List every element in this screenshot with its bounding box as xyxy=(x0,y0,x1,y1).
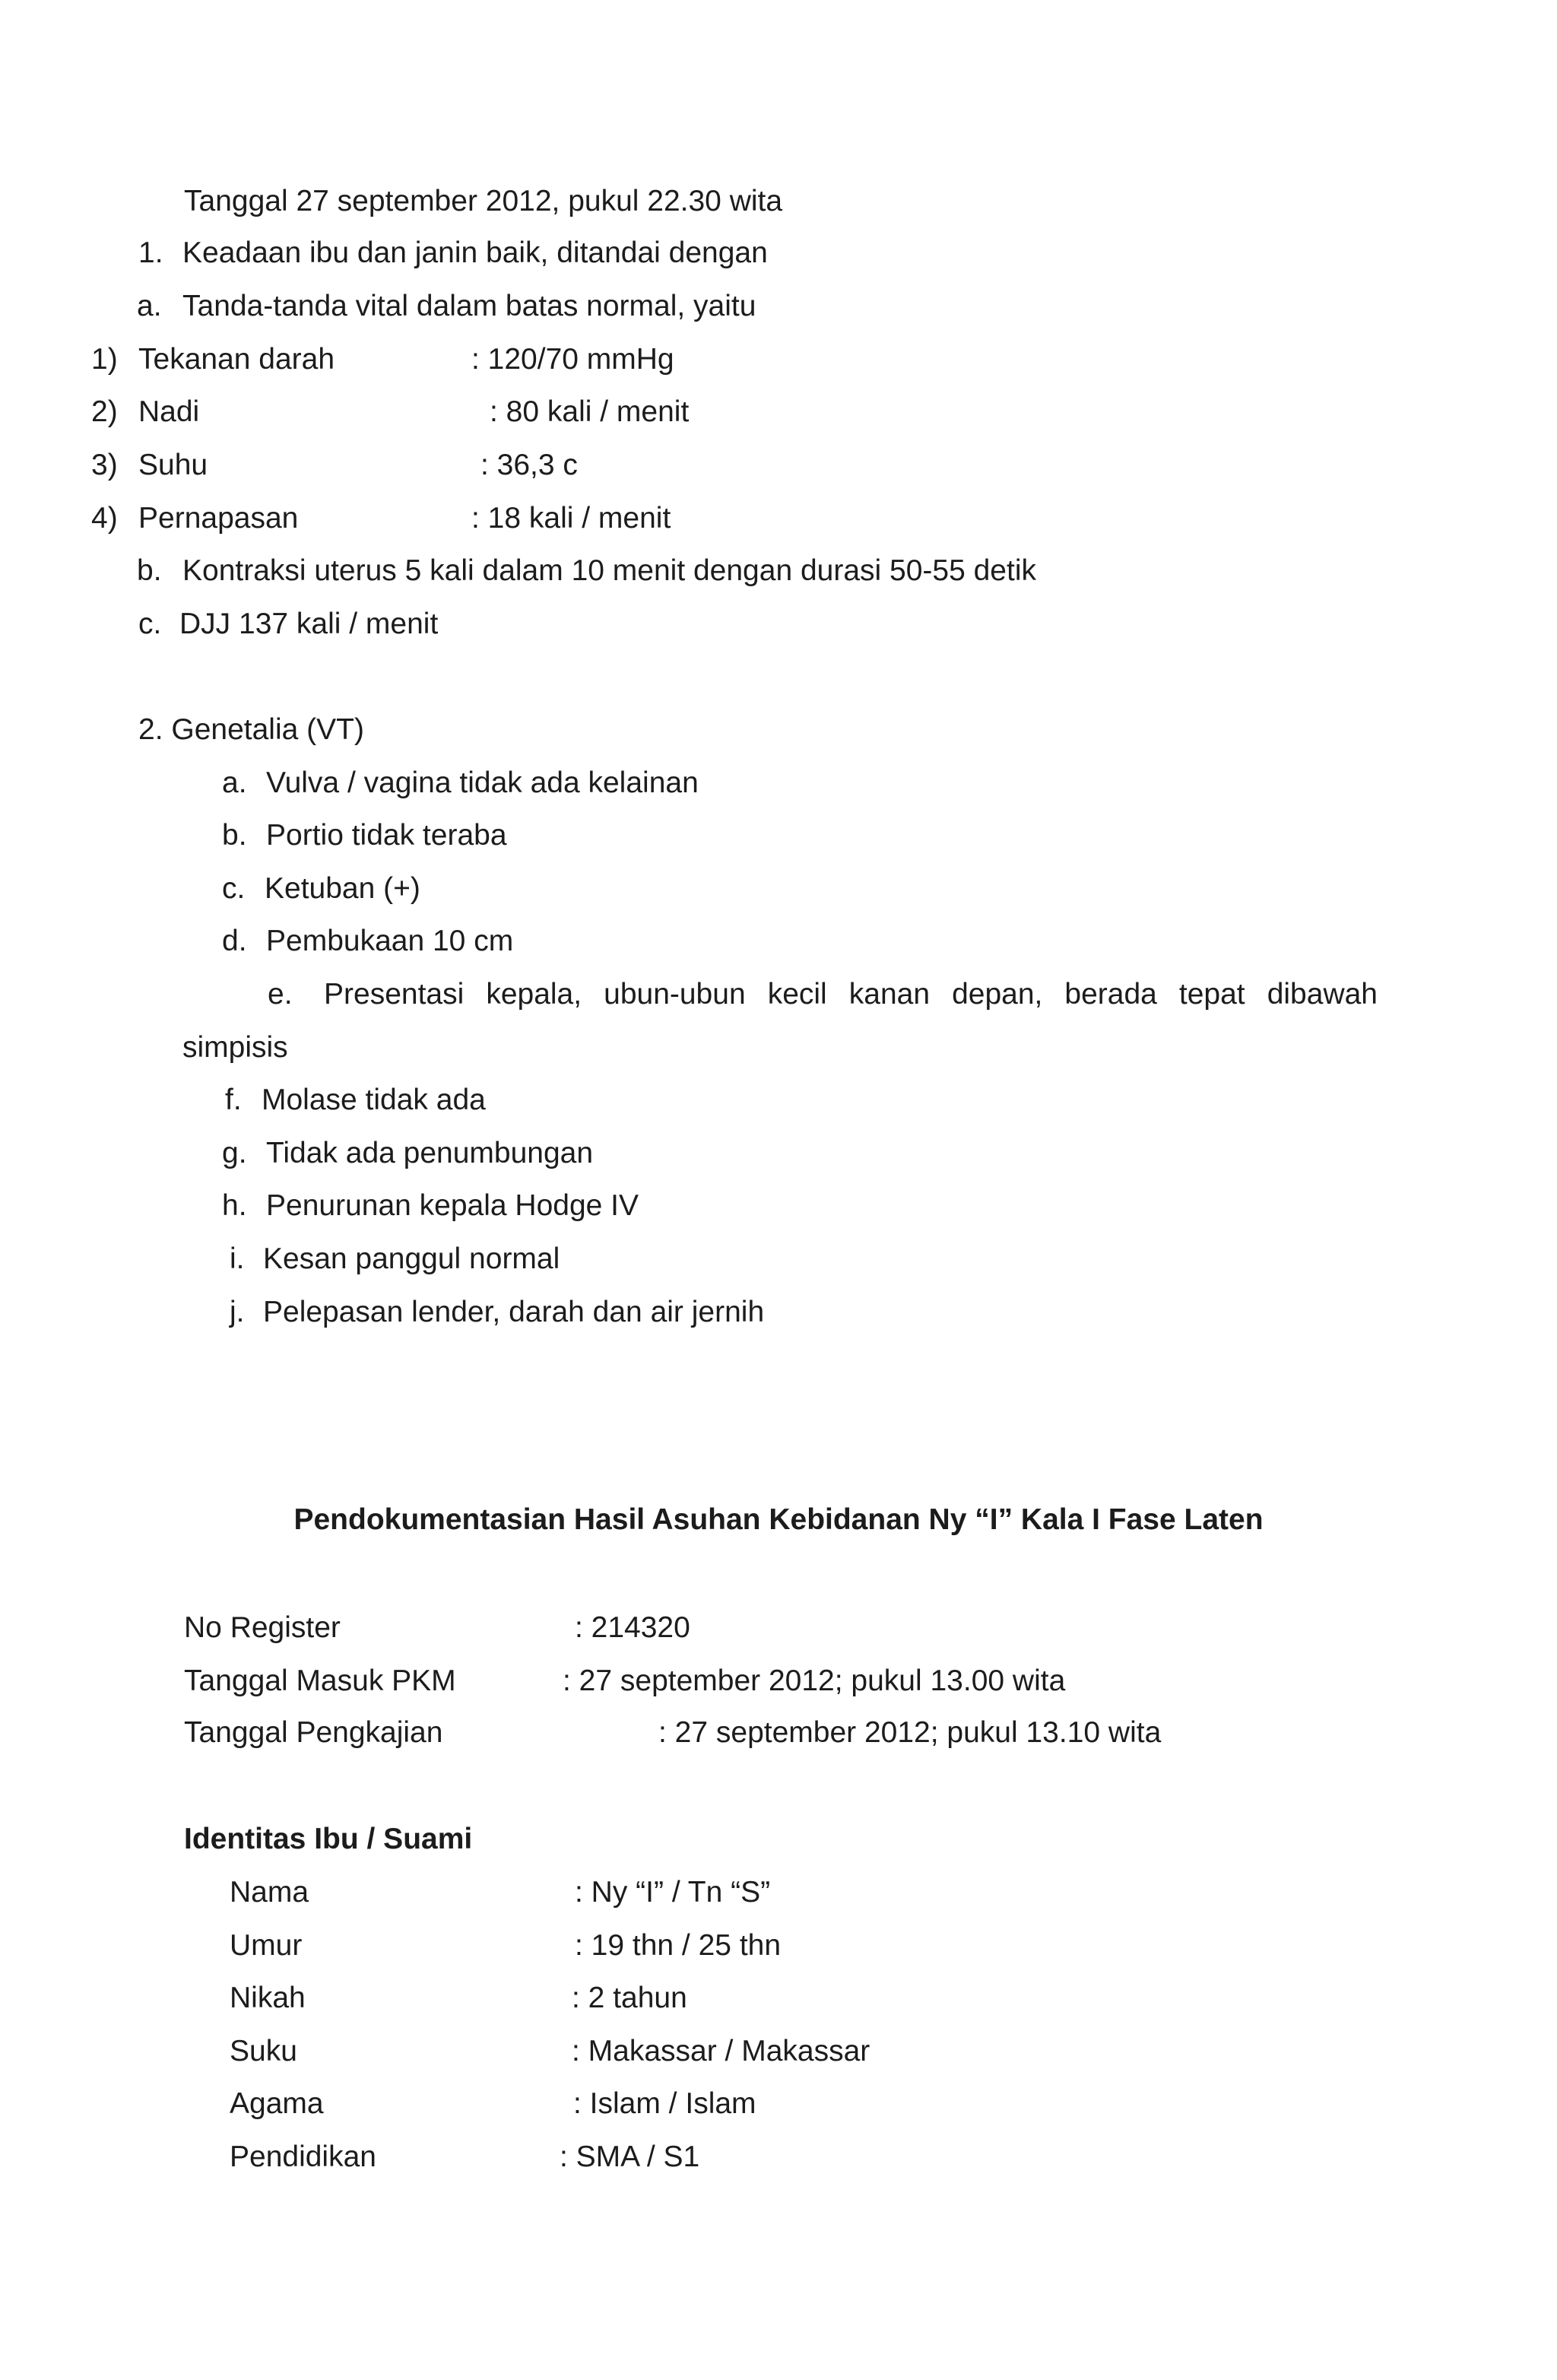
item2-e-word: dibawah xyxy=(1267,978,1378,1011)
item1-c-marker: c. xyxy=(138,608,162,640)
item2-heading: 2. Genetalia (VT) xyxy=(138,713,364,746)
identitas-value: : Ny “I” / Tn “S” xyxy=(575,1876,771,1909)
item2-text: Kesan panggul normal xyxy=(263,1242,560,1275)
item2-text: Penurunan kepala Hodge IV xyxy=(266,1189,639,1222)
item1-b-marker: b. xyxy=(137,554,162,587)
item2-e-line xyxy=(324,977,1378,1012)
item2-text: Pembukaan 10 cm xyxy=(266,925,514,957)
item2-e-marker: e. xyxy=(268,978,293,1011)
identitas-label: Suku xyxy=(230,2035,297,2067)
masuk-value: : 27 september 2012; pukul 13.00 wita xyxy=(563,1664,1066,1697)
vital-marker: 3) xyxy=(91,449,118,481)
item1-number: 1. xyxy=(138,236,163,269)
item2-text: Pelepasan lender, darah dan air jernih xyxy=(263,1296,765,1328)
masuk-label: Tanggal Masuk PKM xyxy=(184,1664,456,1697)
item2-text: Molase tidak ada xyxy=(262,1084,486,1116)
item2-marker: c. xyxy=(222,872,246,905)
identitas-label: Pendidikan xyxy=(230,2140,376,2173)
item2-e-word: kepala, xyxy=(486,978,582,1011)
vital-value: : 36,3 c xyxy=(480,449,578,481)
item2-e-word: berada xyxy=(1064,978,1157,1011)
identitas-label: Nama xyxy=(230,1876,309,1909)
identitas-value: : SMA / S1 xyxy=(560,2140,700,2173)
item2-e-word: kecil xyxy=(767,978,827,1011)
identitas-value: : 2 tahun xyxy=(572,1982,687,2014)
vital-label: Tekanan darah xyxy=(138,343,335,376)
item2-text: Ketuban (+) xyxy=(265,872,420,905)
item1-a-marker: a. xyxy=(137,290,162,322)
identitas-label: Nikah xyxy=(230,1982,306,2014)
identitas-label: Umur xyxy=(230,1929,303,1962)
item2-marker: f. xyxy=(225,1084,242,1116)
vital-marker: 1) xyxy=(91,343,118,376)
identitas-label: Agama xyxy=(230,2087,324,2120)
identitas-value: : Makassar / Makassar xyxy=(572,2035,870,2067)
item2-e-word: depan, xyxy=(952,978,1043,1011)
item1-c-text: DJJ 137 kali / menit xyxy=(179,608,439,640)
identitas-value: : 19 thn / 25 thn xyxy=(575,1929,782,1962)
item2-marker: h. xyxy=(222,1189,247,1222)
intro-line: Tanggal 27 september 2012, pukul 22.30 wita xyxy=(184,185,783,217)
pengkajian-label: Tanggal Pengkajian xyxy=(184,1716,443,1749)
register-label: No Register xyxy=(184,1611,341,1644)
item2-text: Tidak ada penumbungan xyxy=(266,1137,594,1169)
item1-text: Keadaan ibu dan janin baik, ditandai dengan xyxy=(182,236,768,269)
item2-marker: j. xyxy=(230,1296,245,1328)
vital-label: Pernapasan xyxy=(138,502,299,535)
vital-label: Nadi xyxy=(138,395,200,428)
identitas-heading: Identitas Ibu / Suami xyxy=(184,1823,473,1855)
item2-text: Vulva / vagina tidak ada kelainan xyxy=(266,766,699,799)
item2-text: Portio tidak teraba xyxy=(266,819,507,852)
vital-value: : 18 kali / menit xyxy=(471,502,671,535)
item2-e-word: kanan xyxy=(848,978,931,1011)
item1-a-text: Tanda-tanda vital dalam batas normal, yaitu xyxy=(182,290,756,322)
vital-marker: 2) xyxy=(91,395,118,428)
pengkajian-value: : 27 september 2012; pukul 13.10 wita xyxy=(658,1716,1162,1749)
item2-marker: d. xyxy=(222,925,247,957)
item2-marker: a. xyxy=(222,766,247,799)
item2-marker: g. xyxy=(222,1137,247,1169)
vital-value: : 120/70 mmHg xyxy=(471,343,674,376)
item2-e-word: ubun-ubun xyxy=(604,978,746,1011)
doc-title: Pendokumentasian Hasil Asuhan Kebidanan Ny “I” Kala I Fase Laten xyxy=(293,1503,1264,1536)
item2-marker: b. xyxy=(222,819,247,852)
vital-label: Suhu xyxy=(138,449,208,481)
item2-e-word: Presentasi xyxy=(324,978,465,1011)
item1-b-text: Kontraksi uterus 5 kali dalam 10 menit dengan durasi 50-55 detik xyxy=(182,554,1036,587)
item2-e-continuation: simpisis xyxy=(182,1031,288,1064)
vital-marker: 4) xyxy=(91,502,118,535)
register-value: : 214320 xyxy=(575,1611,690,1644)
vital-value: : 80 kali / menit xyxy=(490,395,690,428)
item2-marker: i. xyxy=(230,1242,245,1275)
identitas-value: : Islam / Islam xyxy=(573,2087,756,2120)
item2-e-word: tepat xyxy=(1178,978,1245,1011)
